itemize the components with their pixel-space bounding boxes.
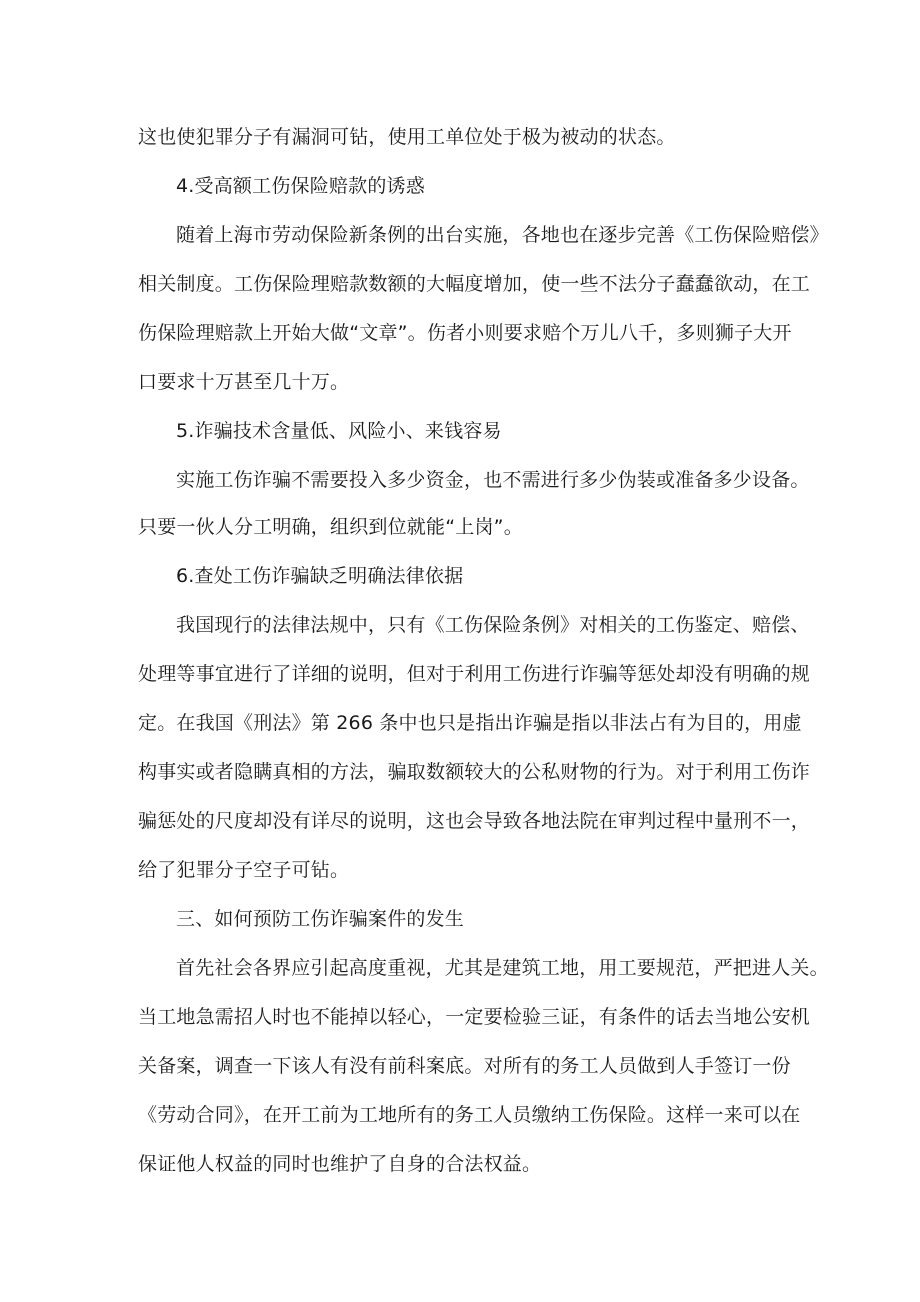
body-text-line: 实施工伤诈骗不需要投入多少资金，也不需进行多少伪装或准备多少设备。 [176,469,810,491]
body-text-line: 《劳动合同》，在开工前为工地所有的务工人员缴纳工伤保险。这样一来可以在 [138,1104,801,1126]
body-text-line: 处理等事宜进行了详细的说明，但对于利用工伤进行诈骗等惩处却没有明确的规 [138,663,811,685]
body-text-line: 随着上海市劳动保险新条例的出台实施，各地也在逐步完善《工伤保险赔偿》 [176,224,829,246]
section-heading-6: 6.查处工伤诈骗缺乏明确法律依据 [176,565,464,587]
body-text-line: 相关制度。工伤保险理赔款数额的大幅度增加，使一些不法分子蠢蠢欲动，在工 [138,273,811,295]
body-text-line: 伤保险理赔款上开始大做“文章”。伤者小则要求赔个万儿八千，多则狮子大开 [138,322,792,344]
body-text-line: 首先社会各界应引起高度重视，尤其是建筑工地，用工要规范，严把进人关。 [176,957,829,979]
section-heading-5: 5.诈骗技术含量低、风险小、来钱容易 [176,420,502,442]
body-text-line: 给了犯罪分子空子可钻。 [138,859,350,881]
body-text-line: 口要求十万甚至几十万。 [138,371,350,393]
body-text-line: 骗惩处的尺度却没有详尽的说明，这也会导致各地法院在审判过程中量刑不一， [138,810,811,832]
body-text-line: 定。在我国《刑法》第 266 条中也只是指出诈骗是指以非法占有为目的，用虚 [138,712,802,734]
body-text-line: 关备案，调查一下该人有没有前科案底。对所有的务工人员做到人手签订一份 [138,1055,791,1077]
section-heading-3: 三、如何预防工伤诈骗案件的发生 [176,908,465,930]
body-text-line: 当工地急需招人时也不能掉以轻心，一定要检验三证，有条件的话去当地公安机 [138,1006,811,1028]
body-text-line: 这也使犯罪分子有漏洞可钻，使用工单位处于极为被动的状态。 [138,126,676,148]
section-heading-4: 4.受高额工伤保险赔款的诱惑 [176,175,425,197]
body-text-line: 保证他人权益的同时也维护了自身的合法权益。 [138,1153,542,1175]
body-text-line: 只要一伙人分工明确，组织到位就能“上岗”。 [138,516,523,538]
body-text-line: 构事实或者隐瞒真相的方法，骗取数额较大的公私财物的行为。对于利用工伤诈 [138,761,811,783]
body-text-line: 我国现行的法律法规中，只有《工伤保险条例》对相关的工伤鉴定、赔偿、 [176,614,810,636]
